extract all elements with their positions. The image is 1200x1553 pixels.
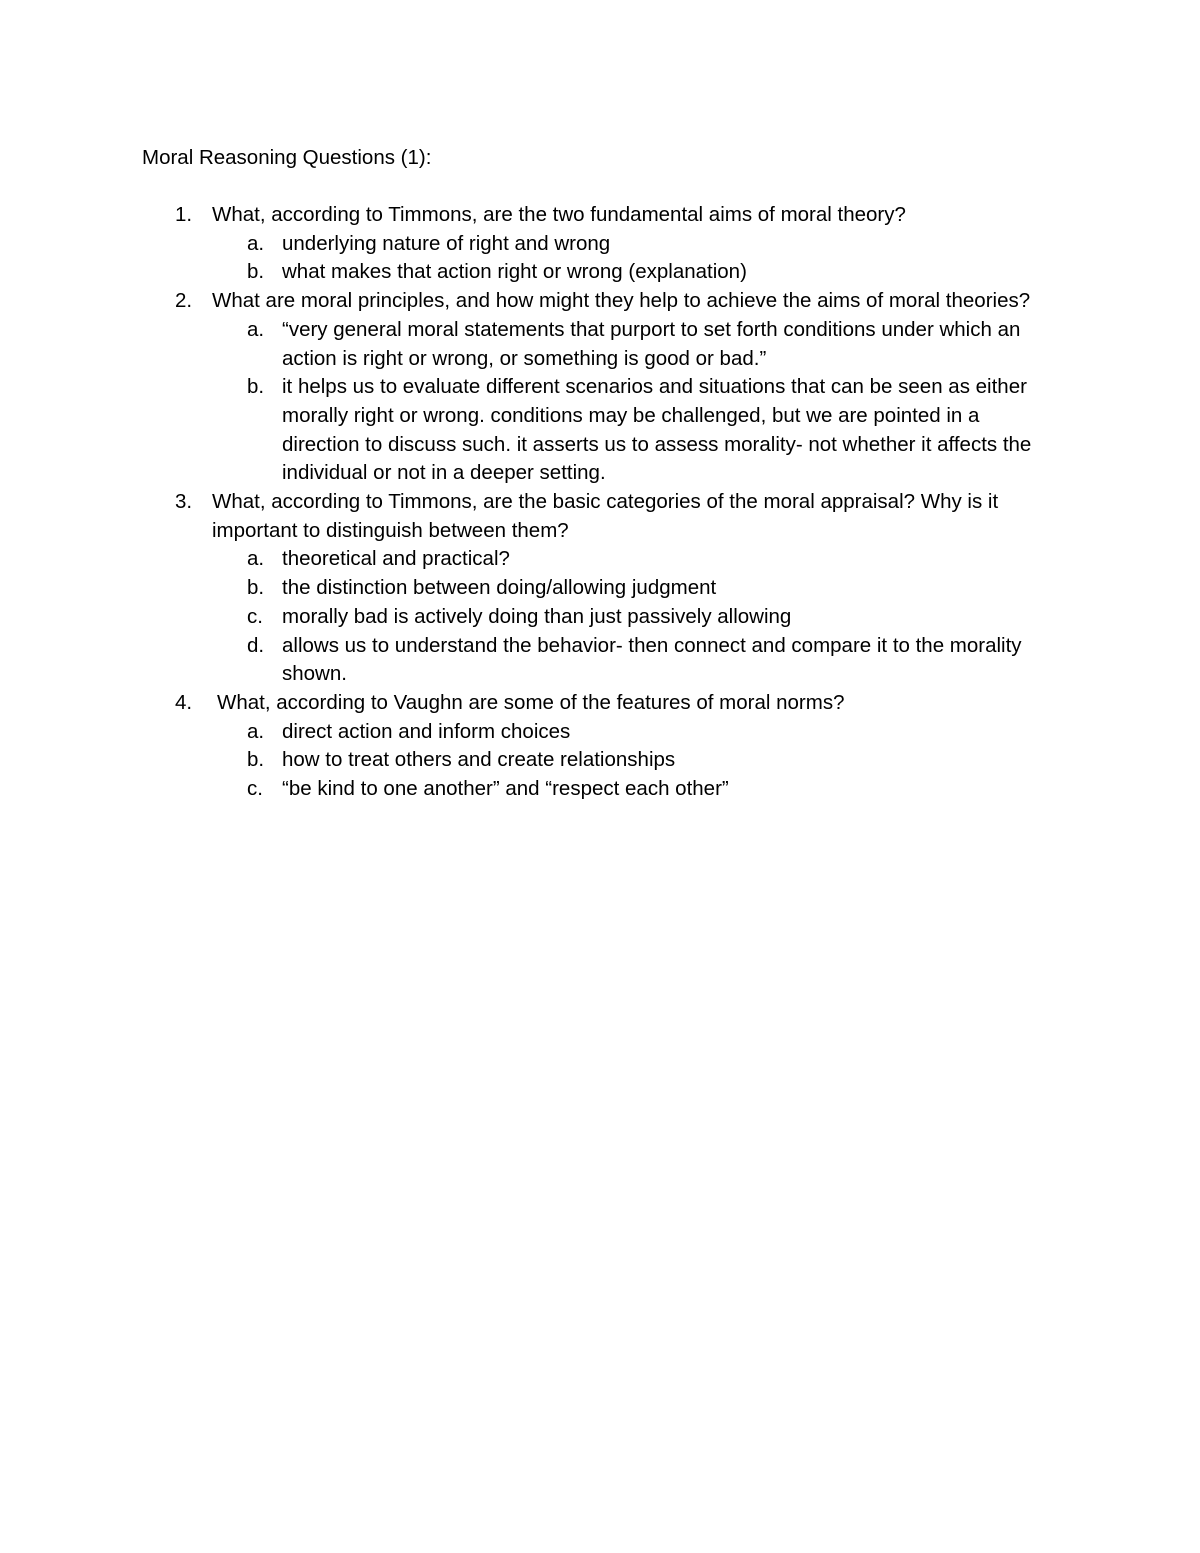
- answer-text: theoretical and practical?: [282, 547, 510, 571]
- document-title: Moral Reasoning Questions (1):: [142, 146, 432, 169]
- question-number: 1.: [175, 203, 193, 226]
- answer-item: [212, 373, 1052, 488]
- answer-letter: a.: [247, 719, 265, 743]
- answer-letter: b.: [247, 748, 265, 772]
- answer-text: how to treat others and create relationships: [282, 748, 676, 772]
- answer-item: [212, 574, 1052, 603]
- question-text: What, according to Timmons, are the two fundamental aims of moral theory?: [212, 203, 906, 226]
- answer-text: “be kind to one another” and “respect each other”: [282, 777, 729, 801]
- question-2: [0, 287, 1052, 488]
- answer-item: [212, 632, 1052, 689]
- question-3: [0, 488, 1052, 689]
- answer-letter: b.: [247, 576, 265, 600]
- answer-item: [217, 746, 1052, 775]
- question-text: What, according to Vaughn are some of the features of moral norms?: [217, 690, 845, 714]
- answer-text: allows us to understand the behavior- then connect and compare it to the morality shown.: [282, 633, 1022, 686]
- question-1: [0, 201, 1052, 287]
- answer-text: “very general moral statements that purport to set forth conditions under which an action is right or wrong, or something is good or bad.”: [282, 317, 1021, 370]
- question-number: 4.: [175, 690, 193, 714]
- answer-letter: a.: [247, 317, 265, 341]
- answer-text: the distinction between doing/allowing judgment: [282, 576, 717, 600]
- answer-text: underlying nature of right and wrong: [282, 231, 611, 255]
- answer-text: morally bad is actively doing than just passively allowing: [282, 604, 792, 628]
- answer-letter: d.: [247, 633, 265, 657]
- answer-letter: b.: [247, 260, 265, 284]
- question-text: What, according to Timmons, are the basic categories of the moral appraisal? Why is it important to distinguish between them?: [212, 490, 999, 542]
- answer-item: [212, 545, 1052, 574]
- answer-item: [212, 230, 1052, 259]
- answer-text: it helps us to evaluate different scenarios and situations that can be seen as either morally right or wrong. conditions may be challenged, but we are pointed in a direction to discuss such. it asserts us to assess morality- not whether it affects the individual or not in a deeper setting.: [282, 375, 1032, 485]
- answer-item: [212, 603, 1052, 632]
- answer-letter: c.: [247, 777, 263, 801]
- question-4: [0, 689, 1057, 804]
- question-text: What are moral principles, and how might they help to achieve the aims of moral theories?: [212, 289, 1031, 313]
- answer-letter: b.: [247, 375, 265, 399]
- answer-item: [212, 316, 1052, 373]
- answer-item: [217, 775, 1052, 804]
- question-list: [0, 201, 1200, 804]
- answer-item: [217, 718, 1052, 747]
- answer-letter: c.: [247, 604, 263, 628]
- question-number: 2.: [175, 289, 193, 313]
- answer-item: [212, 258, 1052, 287]
- answer-text: what makes that action right or wrong (explanation): [282, 260, 747, 284]
- answer-letter: a.: [247, 547, 265, 571]
- answer-letter: a.: [247, 231, 265, 255]
- question-number: 3.: [175, 490, 193, 514]
- answer-text: direct action and inform choices: [282, 719, 571, 743]
